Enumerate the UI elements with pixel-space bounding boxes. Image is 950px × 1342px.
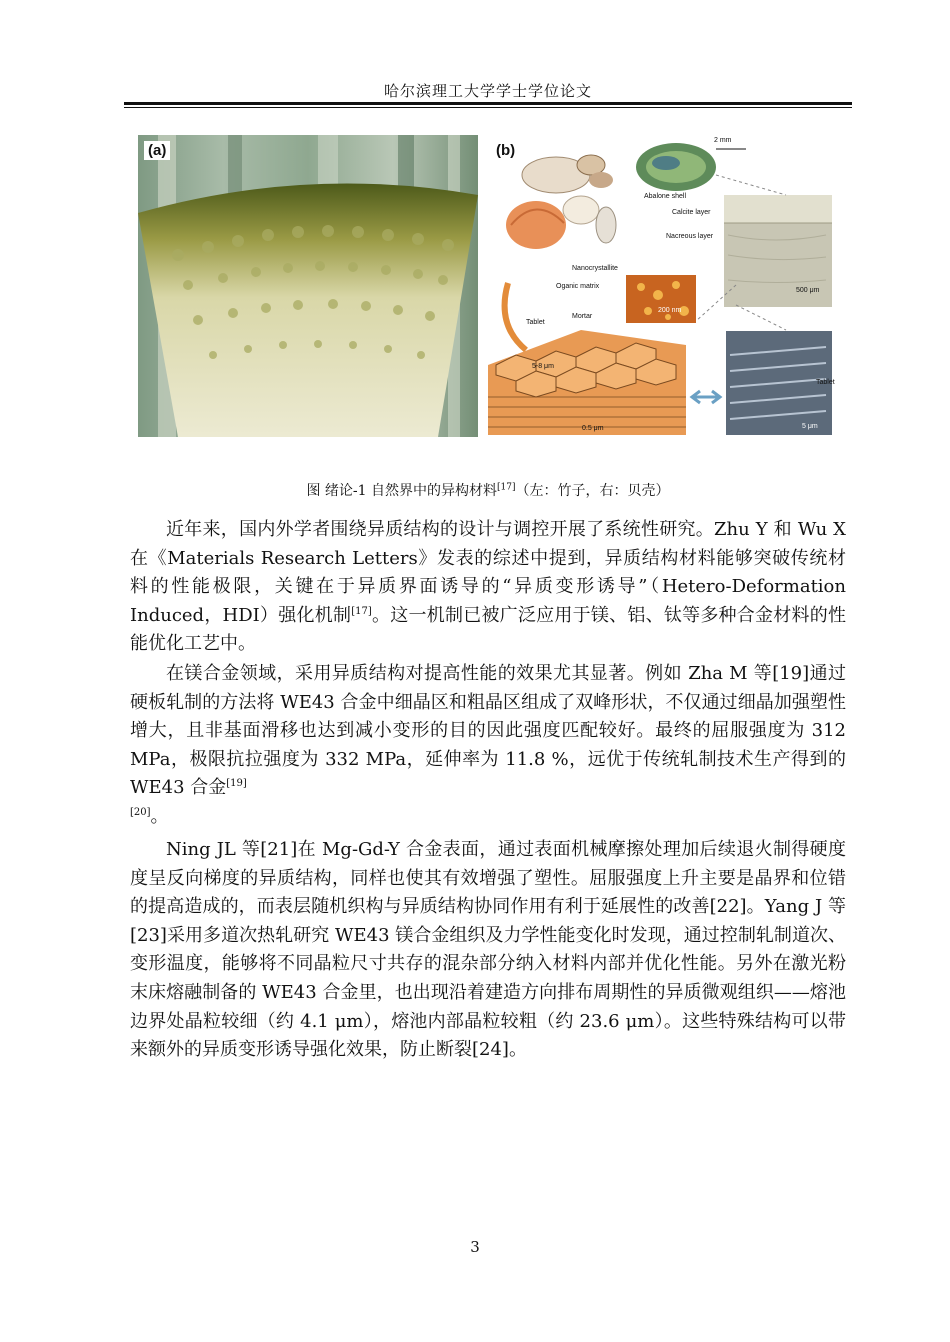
figure-panel-shell [486, 135, 838, 437]
scale-label-5um: 5 μm [802, 423, 818, 430]
label-thickness: 0.5 μm [582, 425, 604, 432]
label-nanocrystallite: Nanocrystallite [572, 265, 618, 272]
paragraph-1-text-b: 。这一机制已被广泛应用于镁、铝、钛等多种合金材料的性能优化工艺中。 [130, 604, 846, 655]
paragraph-1 [130, 516, 846, 659]
label-tablet-right: Tablet [816, 379, 835, 386]
citation-19: [19] [226, 778, 247, 790]
bamboo-image [138, 135, 478, 437]
label-abalone-shell: Abalone shell [644, 193, 687, 200]
running-header: 哈尔滨理工大学学士学位论文 [383, 82, 592, 100]
panel-label-a: (a) [144, 141, 170, 160]
citation-17: [17] [351, 605, 372, 617]
label-nacreous-layer: Nacreous layer [666, 233, 714, 240]
label-mortar: Mortar [572, 313, 593, 320]
citation-20: [20] [130, 806, 151, 818]
scale-label-500um: 500 μm [796, 287, 820, 294]
shell-diagram [486, 135, 838, 437]
paragraph-3: Ning JL 等[21]在 Mg-Gd-Y 合金表面，通过表面机械摩擦处理加后续退火制得硬度度呈反向梯度的异质结构，同样也使其有效增强了塑性。屈服强度上升主要是晶界和位错的提高造成的，而表层随机织构与异质结构协同作用有利于延展性的改善[22]。Yang J 等[23]采用多道次热轧研究 WE43 镁合金组织及力学性能变化时发现，通过控制轧制道次、变形温度，能够将不同晶粒尺寸共存的混杂部分纳入材料内部并优化性能。另外在激光粉末床熔融制备的 WE43 合金里，也出现沿着建造方向排布周期性的异质微观组织——熔池边界处晶粒较细（约 4.1 μm），熔池内部晶粒较粗（约 23.6 μm）。这些特殊结构可以带来额外的异质变形诱导强化效果，防止断裂[24]。 [130, 839, 846, 1061]
paragraph-2 [130, 660, 846, 832]
paragraph-2-text-b: 。 [150, 805, 169, 827]
paragraph-1-text-a: 近年来，国内外学者围绕异质结构的设计与调控开展了系统性研究。Zhu Y 和 Wu X 在《Materials Research Letters》发表的综述中提到，异质结构材料能够突破传统材料的性能极限，关键在于异质界面诱导的“异质变形诱导”（Hetero-Deformation Induced，HDI）强化机制 [130, 519, 846, 626]
scale-label-200nm: 200 nm [658, 307, 682, 314]
panel-label-b: (b) [492, 141, 519, 160]
page-number: 3 [470, 1238, 480, 1256]
label-calcite-layer: Calcite layer [672, 209, 711, 216]
header-rule-thin [124, 107, 852, 108]
caption-text: 图 绪论-1 自然界中的异构材料 [306, 483, 498, 499]
header-rule-thick [124, 102, 852, 105]
figure-caption [124, 480, 852, 500]
label-dimension: 5-8 μm [532, 363, 554, 370]
caption-citation: [17] [497, 482, 516, 493]
caption-suffix: （左：竹子，右：贝壳） [515, 483, 670, 499]
label-organic-matrix: Oganic matrix [556, 283, 600, 290]
scale-label-2mm: 2 mm [714, 137, 732, 144]
figure-panel-bamboo [138, 135, 478, 437]
label-tablet-left: Tablet [526, 319, 545, 326]
paragraph-2-text-a: 在镁合金领域，采用异质结构对提高性能的效果尤其显著。例如 Zha M 等[19]通过硬板轧制的方法将 WE43 合金中细晶区和粗晶区组成了双峰形状，不仅通过细晶加强塑性增大，且非基面滑移也达到减小变形的目的因此强度匹配较好。最终的屈服强度为 312 MPa，极限抗拉强度为 332 MPa，延伸率为 11.8 %，远优于传统轧制技术生产得到的 WE43 合金 [130, 663, 846, 799]
